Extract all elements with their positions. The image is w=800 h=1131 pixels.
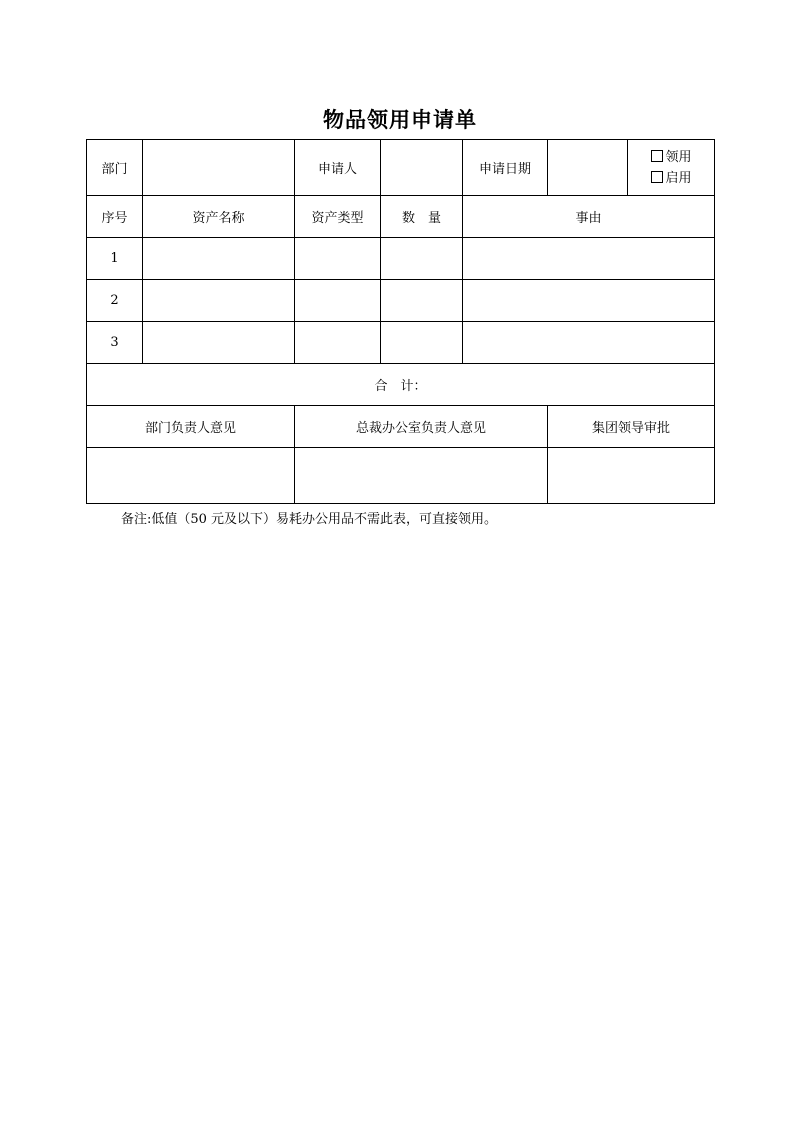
- asset-type-cell[interactable]: [295, 280, 381, 322]
- president-office-opinion-field[interactable]: [295, 448, 548, 504]
- date-field[interactable]: [548, 140, 628, 196]
- table-row: [87, 280, 715, 322]
- option-activate-label: 启用: [665, 170, 692, 186]
- reason-cell[interactable]: [463, 238, 715, 280]
- header-row: [87, 140, 715, 196]
- applicant-field[interactable]: [381, 140, 463, 196]
- quantity-cell[interactable]: [381, 322, 463, 364]
- option-borrow-label: 领用: [665, 149, 692, 165]
- checkbox-icon[interactable]: [651, 171, 663, 183]
- president-office-opinion-label: 总裁办公室负责人意见: [295, 406, 548, 448]
- row-seq: 3: [87, 322, 143, 364]
- col-asset-name: 资产名称: [143, 196, 295, 238]
- form-title: 物品领用申请单: [323, 107, 477, 132]
- footnote: 备注:低值（50 元及以下）易耗办公用品不需此表，可直接领用。: [121, 512, 498, 527]
- quantity-cell[interactable]: [381, 280, 463, 322]
- table-row: [87, 238, 715, 280]
- row-seq: 1: [87, 238, 143, 280]
- total-row: [87, 364, 715, 406]
- approval-header-row: [87, 406, 715, 448]
- col-reason: 事由: [463, 196, 715, 238]
- group-leader-approval-field[interactable]: [548, 448, 715, 504]
- quantity-cell[interactable]: [381, 238, 463, 280]
- applicant-label: 申请人: [295, 140, 381, 196]
- reason-cell[interactable]: [463, 280, 715, 322]
- asset-name-cell[interactable]: [143, 238, 295, 280]
- asset-name-cell[interactable]: [143, 322, 295, 364]
- col-asset-type: 资产类型: [295, 196, 381, 238]
- row-seq: 2: [87, 280, 143, 322]
- group-leader-approval-label: 集团领导审批: [548, 406, 715, 448]
- col-quantity: 数 量: [381, 196, 463, 238]
- asset-name-cell[interactable]: [143, 280, 295, 322]
- total-label[interactable]: 合 计：: [87, 364, 715, 406]
- approval-signature-row: [87, 448, 715, 504]
- checkbox-icon[interactable]: [651, 150, 663, 162]
- asset-type-cell[interactable]: [295, 238, 381, 280]
- date-label: 申请日期: [463, 140, 548, 196]
- dept-head-opinion-field[interactable]: [87, 448, 295, 504]
- reason-cell[interactable]: [463, 322, 715, 364]
- department-field[interactable]: [143, 140, 295, 196]
- option-activate[interactable]: [651, 168, 692, 189]
- dept-head-opinion-label: 部门负责人意见: [87, 406, 295, 448]
- col-seq: 序号: [87, 196, 143, 238]
- table-row: [87, 322, 715, 364]
- request-form-table: [86, 139, 715, 504]
- option-borrow[interactable]: [651, 147, 692, 168]
- usage-type-options: [628, 140, 715, 196]
- asset-type-cell[interactable]: [295, 322, 381, 364]
- column-header-row: [87, 196, 715, 238]
- department-label: 部门: [87, 140, 143, 196]
